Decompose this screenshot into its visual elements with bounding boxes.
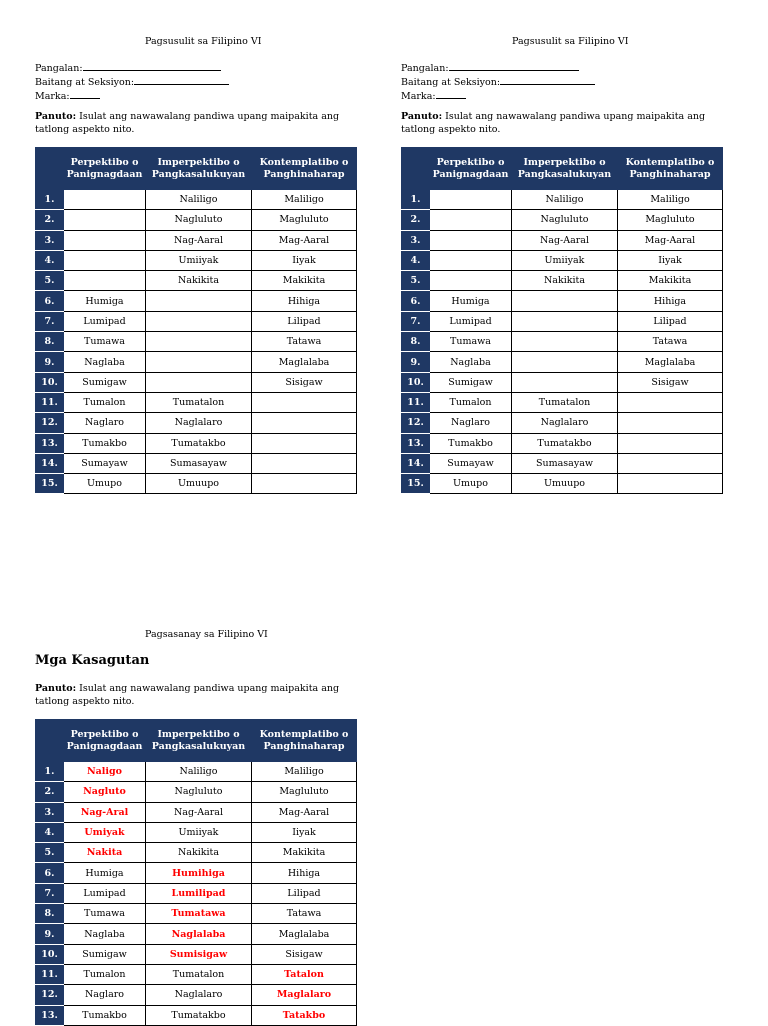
table-row (36, 883, 357, 903)
row-number: 4. (36, 822, 64, 842)
cell-perpektibo[interactable] (64, 230, 146, 250)
table-row (36, 782, 357, 802)
row-number: 6. (402, 291, 430, 311)
table-row (402, 291, 723, 311)
cell-imperpektibo: Sumasayaw (146, 453, 252, 473)
cell-imperpektibo: Tumatakbo (512, 433, 618, 453)
row-number: 13. (36, 1005, 64, 1025)
table-row (36, 762, 357, 782)
grade-blank[interactable] (500, 75, 595, 85)
row-number: 11. (36, 392, 64, 412)
cell-kontemplatibo: Hihiga (252, 291, 357, 311)
header-kontemplatibo: Kontemplatibo o Panghinaharap (618, 148, 723, 190)
row-number: 13. (402, 433, 430, 453)
row-number: 3. (402, 230, 430, 250)
cell-perpektibo: Naglaro (64, 413, 146, 433)
score-blank[interactable] (436, 89, 466, 99)
cell-imperpektibo-answer: Naglalaba (146, 924, 252, 944)
cell-perpektibo: Naglaba (64, 352, 146, 372)
cell-perpektibo: Sumigaw (64, 944, 146, 964)
cell-imperpektibo: Naliligo (146, 190, 252, 210)
instruction (35, 110, 360, 136)
table-row (36, 474, 357, 494)
cell-kontemplatibo: Lilipad (252, 311, 357, 331)
answer-key-table (35, 719, 357, 1026)
cell-perpektibo: Tumawa (64, 904, 146, 924)
cell-imperpektibo[interactable] (512, 332, 618, 352)
cell-kontemplatibo[interactable] (252, 433, 357, 453)
cell-imperpektibo: Nag-Aaral (146, 230, 252, 250)
cell-kontemplatibo: Tatawa (252, 332, 357, 352)
cell-perpektibo: Sumigaw (64, 372, 146, 392)
header-imperpektibo: Imperpektibo o Pangkasalukuyan (146, 720, 252, 762)
cell-perpektibo[interactable] (430, 230, 512, 250)
row-number: 1. (36, 762, 64, 782)
row-number: 5. (36, 843, 64, 863)
table-row (36, 392, 357, 412)
cell-kontemplatibo: Mag-Aaral (618, 230, 723, 250)
row-number: 10. (36, 372, 64, 392)
student-info (35, 61, 229, 103)
cell-imperpektibo[interactable] (146, 352, 252, 372)
header-perpektibo: Perpektibo o Panignagdaan (64, 720, 146, 762)
table-row (36, 944, 357, 964)
header-imperpektibo: Imperpektibo o Pangkasalukuyan (512, 148, 618, 190)
table-row (402, 311, 723, 331)
cell-perpektibo: Lumipad (430, 311, 512, 331)
cell-perpektibo: Tumakbo (64, 433, 146, 453)
cell-perpektibo: Sumayaw (64, 453, 146, 473)
cell-perpektibo-answer: Nagluto (64, 782, 146, 802)
cell-imperpektibo-answer: Humihiga (146, 863, 252, 883)
cell-kontemplatibo: Tatawa (618, 332, 723, 352)
cell-imperpektibo: Umiiyak (146, 822, 252, 842)
table-row (36, 311, 357, 331)
cell-kontemplatibo: Maliligo (618, 190, 723, 210)
cell-imperpektibo[interactable] (512, 311, 618, 331)
table-row (402, 332, 723, 352)
row-number: 14. (402, 453, 430, 473)
cell-imperpektibo: Naliligo (146, 762, 252, 782)
quiz-title: Pagsusulit sa Filipino VI (145, 36, 262, 47)
key-title: Pagsasanay sa Filipino VI (145, 629, 268, 640)
cell-perpektibo: Umupo (430, 474, 512, 494)
cell-perpektibo-answer: Umiyak (64, 822, 146, 842)
header-kontemplatibo: Kontemplatibo o Panghinaharap (252, 720, 357, 762)
row-number: 4. (36, 250, 64, 270)
cell-perpektibo: Tumalon (430, 392, 512, 412)
table-row (36, 904, 357, 924)
cell-kontemplatibo[interactable] (252, 453, 357, 473)
cell-kontemplatibo: Tatawa (252, 904, 357, 924)
cell-imperpektibo: Nag-Aaral (512, 230, 618, 250)
table-row (36, 413, 357, 433)
cell-kontemplatibo[interactable] (252, 392, 357, 412)
row-number: 15. (402, 474, 430, 494)
table-row (402, 372, 723, 392)
cell-kontemplatibo: Sisigaw (618, 372, 723, 392)
cell-kontemplatibo: Makikita (618, 271, 723, 291)
cell-perpektibo: Sumayaw (430, 453, 512, 473)
score-line: Marka: (401, 89, 595, 103)
table-row (36, 453, 357, 473)
cell-imperpektibo[interactable] (146, 311, 252, 331)
quiz-title: Pagsusulit sa Filipino VI (512, 36, 629, 47)
row-number: 12. (36, 413, 64, 433)
table-row (402, 230, 723, 250)
cell-imperpektibo[interactable] (146, 372, 252, 392)
cell-imperpektibo-answer: Tumatawa (146, 904, 252, 924)
row-number: 7. (36, 883, 64, 903)
row-number: 7. (36, 311, 64, 331)
cell-imperpektibo: Nakikita (146, 843, 252, 863)
row-number: 10. (402, 372, 430, 392)
header-perpektibo: Perpektibo o Panignagdaan (64, 148, 146, 190)
cell-kontemplatibo: Mag-Aaral (252, 802, 357, 822)
cell-kontemplatibo[interactable] (618, 433, 723, 453)
name-blank[interactable] (449, 61, 579, 71)
cell-imperpektibo[interactable] (512, 291, 618, 311)
cell-perpektibo: Sumigaw (430, 372, 512, 392)
instruction-label: Panuto: (35, 111, 77, 122)
row-number: 1. (402, 190, 430, 210)
cell-perpektibo-answer: Nakita (64, 843, 146, 863)
cell-kontemplatibo[interactable] (252, 474, 357, 494)
cell-perpektibo: Humiga (64, 291, 146, 311)
instruction-text: Isulat ang nawawalang pandiwa upang maipakita ang tatlong aspekto nito. (35, 683, 340, 707)
cell-imperpektibo-answer: Lumilipad (146, 883, 252, 903)
cell-perpektibo: Naglaba (430, 352, 512, 372)
cell-imperpektibo[interactable] (512, 372, 618, 392)
row-number: 3. (36, 802, 64, 822)
cell-imperpektibo: Tumatalon (512, 392, 618, 412)
header-imperpektibo: Imperpektibo o Pangkasalukuyan (146, 148, 252, 190)
table-row (402, 413, 723, 433)
cell-perpektibo[interactable] (430, 250, 512, 270)
cell-imperpektibo[interactable] (146, 291, 252, 311)
quiz-table (401, 147, 723, 494)
cell-kontemplatibo: Sisigaw (252, 944, 357, 964)
cell-perpektibo: Umupo (64, 474, 146, 494)
row-number: 1. (36, 190, 64, 210)
cell-perpektibo: Humiga (64, 863, 146, 883)
row-number: 13. (36, 433, 64, 453)
cell-kontemplatibo: Sisigaw (252, 372, 357, 392)
cell-kontemplatibo: Makikita (252, 843, 357, 863)
table-row (36, 924, 357, 944)
table-row (36, 1005, 357, 1025)
table-row (402, 453, 723, 473)
cell-imperpektibo: Umuupo (146, 474, 252, 494)
row-number: 2. (36, 782, 64, 802)
instruction-text: Isulat ang nawawalang pandiwa upang maipakita ang tatlong aspekto nito. (401, 111, 706, 135)
grade-blank[interactable] (134, 75, 229, 85)
row-number: 2. (402, 210, 430, 230)
table-row (402, 433, 723, 453)
cell-kontemplatibo: Magluluto (252, 210, 357, 230)
table-row (36, 843, 357, 863)
cell-kontemplatibo: Iiyak (618, 250, 723, 270)
row-number: 9. (36, 352, 64, 372)
table-row (402, 210, 723, 230)
cell-kontemplatibo: Mag-Aaral (252, 230, 357, 250)
cell-imperpektibo: Tumatalon (146, 964, 252, 984)
table-row (36, 271, 357, 291)
row-number: 12. (402, 413, 430, 433)
table-row (36, 433, 357, 453)
cell-perpektibo: Naglaro (64, 985, 146, 1005)
row-number: 14. (36, 453, 64, 473)
cell-kontemplatibo: Maliligo (252, 762, 357, 782)
cell-kontemplatibo: Maglalaba (252, 924, 357, 944)
cell-perpektibo: Tumakbo (64, 1005, 146, 1025)
cell-imperpektibo: Sumasayaw (512, 453, 618, 473)
name-line: Pangalan: (401, 61, 595, 75)
cell-kontemplatibo: Iiyak (252, 822, 357, 842)
cell-imperpektibo-answer: Sumisigaw (146, 944, 252, 964)
corner-header (36, 720, 64, 762)
row-number: 15. (36, 474, 64, 494)
cell-perpektibo-answer: Nag-Aral (64, 802, 146, 822)
header-kontemplatibo: Kontemplatibo o Panghinaharap (252, 148, 357, 190)
row-number: 6. (36, 863, 64, 883)
row-number: 11. (36, 964, 64, 984)
table-row (36, 250, 357, 270)
row-number: 5. (36, 271, 64, 291)
row-number: 7. (402, 311, 430, 331)
instruction-text: Isulat ang nawawalang pandiwa upang maipakita ang tatlong aspekto nito. (35, 111, 340, 135)
cell-perpektibo[interactable] (64, 271, 146, 291)
cell-kontemplatibo: Hihiga (252, 863, 357, 883)
row-number: 10. (36, 944, 64, 964)
table-row (36, 964, 357, 984)
row-number: 9. (36, 924, 64, 944)
header-perpektibo: Perpektibo o Panignagdaan (430, 148, 512, 190)
cell-kontemplatibo[interactable] (618, 474, 723, 494)
cell-kontemplatibo: Magluluto (252, 782, 357, 802)
instruction (35, 682, 360, 708)
cell-imperpektibo: Nagluluto (146, 782, 252, 802)
cell-kontemplatibo: Magluluto (618, 210, 723, 230)
corner-header (402, 148, 430, 190)
row-number: 8. (36, 332, 64, 352)
cell-perpektibo: Naglaro (430, 413, 512, 433)
table-row (402, 352, 723, 372)
table-row (402, 250, 723, 270)
cell-imperpektibo: Umiiyak (512, 250, 618, 270)
table-row (36, 210, 357, 230)
cell-kontemplatibo: Lilipad (252, 883, 357, 903)
cell-imperpektibo: Nakikita (146, 271, 252, 291)
cell-kontemplatibo: Makikita (252, 271, 357, 291)
cell-imperpektibo: Nag-Aaral (146, 802, 252, 822)
cell-imperpektibo: Umiiyak (146, 250, 252, 270)
cell-imperpektibo: Nagluluto (512, 210, 618, 230)
cell-perpektibo[interactable] (64, 210, 146, 230)
cell-kontemplatibo-answer: Maglalaro (252, 985, 357, 1005)
cell-perpektibo[interactable] (430, 210, 512, 230)
cell-perpektibo: Humiga (430, 291, 512, 311)
cell-kontemplatibo-answer: Tatakbo (252, 1005, 357, 1025)
instruction-label: Panuto: (35, 683, 77, 694)
table-row (36, 332, 357, 352)
cell-imperpektibo: Naliligo (512, 190, 618, 210)
cell-perpektibo[interactable] (64, 190, 146, 210)
cell-kontemplatibo: Lilipad (618, 311, 723, 331)
cell-perpektibo[interactable] (64, 250, 146, 270)
table-row (36, 985, 357, 1005)
table-row (36, 863, 357, 883)
cell-imperpektibo: Tumatakbo (146, 433, 252, 453)
table-row (402, 190, 723, 210)
row-number: 3. (36, 230, 64, 250)
row-number: 8. (36, 904, 64, 924)
table-row (36, 190, 357, 210)
grade-line: Baitang at Seksiyon: (401, 75, 595, 89)
cell-kontemplatibo: Maglalaba (618, 352, 723, 372)
table-row (402, 474, 723, 494)
cell-perpektibo: Lumipad (64, 311, 146, 331)
cell-perpektibo: Tumakbo (430, 433, 512, 453)
table-row (402, 392, 723, 412)
row-number: 9. (402, 352, 430, 372)
cell-perpektibo: Naglaba (64, 924, 146, 944)
cell-kontemplatibo: Maliligo (252, 190, 357, 210)
row-number: 8. (402, 332, 430, 352)
row-number: 2. (36, 210, 64, 230)
cell-kontemplatibo: Maglalaba (252, 352, 357, 372)
cell-imperpektibo: Nakikita (512, 271, 618, 291)
cell-imperpektibo[interactable] (512, 352, 618, 372)
row-number: 12. (36, 985, 64, 1005)
cell-imperpektibo: Naglalaro (146, 985, 252, 1005)
cell-imperpektibo: Nagluluto (146, 210, 252, 230)
cell-imperpektibo: Tumatalon (146, 392, 252, 412)
cell-perpektibo[interactable] (430, 190, 512, 210)
cell-perpektibo-answer: Naligo (64, 762, 146, 782)
table-row (36, 291, 357, 311)
table-row (36, 802, 357, 822)
name-line: Pangalan: (35, 61, 229, 75)
table-row (36, 352, 357, 372)
quiz-table (35, 147, 357, 494)
score-blank[interactable] (70, 89, 100, 99)
cell-kontemplatibo: Hihiga (618, 291, 723, 311)
score-line: Marka: (35, 89, 229, 103)
row-number: 5. (402, 271, 430, 291)
corner-header (36, 148, 64, 190)
table-row (36, 372, 357, 392)
row-number: 6. (36, 291, 64, 311)
cell-perpektibo: Tumawa (64, 332, 146, 352)
cell-perpektibo: Tumalon (64, 964, 146, 984)
cell-kontemplatibo: Iiyak (252, 250, 357, 270)
student-info (401, 61, 595, 103)
cell-kontemplatibo-answer: Tatalon (252, 964, 357, 984)
cell-imperpektibo[interactable] (146, 332, 252, 352)
table-row (36, 822, 357, 842)
cell-perpektibo: Tumalon (64, 392, 146, 412)
cell-kontemplatibo[interactable] (618, 392, 723, 412)
cell-imperpektibo: Naglalaro (512, 413, 618, 433)
cell-perpektibo: Tumawa (430, 332, 512, 352)
answers-heading: Mga Kasagutan (35, 653, 150, 668)
table-row (36, 230, 357, 250)
table-row (402, 271, 723, 291)
cell-kontemplatibo[interactable] (618, 453, 723, 473)
grade-line: Baitang at Seksiyon: (35, 75, 229, 89)
instruction-label: Panuto: (401, 111, 443, 122)
cell-imperpektibo: Tumatakbo (146, 1005, 252, 1025)
instruction (401, 110, 726, 136)
cell-kontemplatibo[interactable] (618, 413, 723, 433)
cell-perpektibo: Lumipad (64, 883, 146, 903)
cell-kontemplatibo[interactable] (252, 413, 357, 433)
cell-perpektibo[interactable] (430, 271, 512, 291)
cell-imperpektibo: Naglalaro (146, 413, 252, 433)
cell-imperpektibo: Umuupo (512, 474, 618, 494)
row-number: 11. (402, 392, 430, 412)
name-blank[interactable] (83, 61, 221, 71)
row-number: 4. (402, 250, 430, 270)
